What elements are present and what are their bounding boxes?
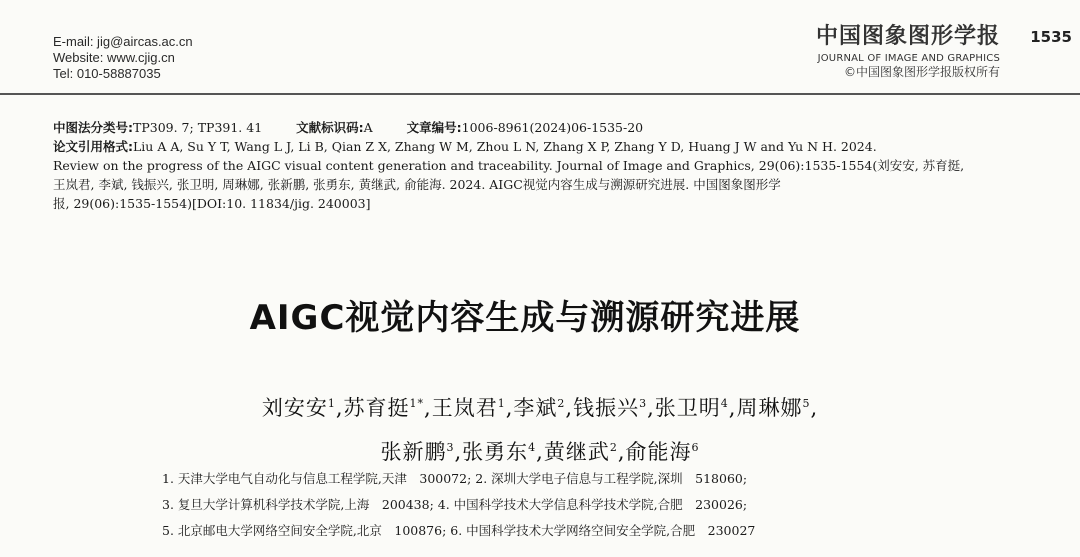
article-meta bbox=[53, 118, 1053, 213]
author-affil-sup: 2 bbox=[557, 397, 566, 410]
paper-title: AIGC视觉内容生成与溯源研究进展 bbox=[249, 298, 801, 338]
author-name: 周琳娜 bbox=[736, 396, 803, 420]
citation-line-3: 王岚君, 李斌, 钱振兴, 张卫明, 周琳娜, 张新鹏, 张勇东, 黄继武, 俞能海. 2024. AIGC视觉内容生成与溯源研究进展. 中国图象图形学 bbox=[53, 177, 781, 192]
journal-name-en: JOURNAL OF IMAGE AND GRAPHICS bbox=[817, 53, 1000, 64]
author-line-2: 张新鹏$^3$,张勇东$^4$,黄继武$^2$,俞能海$^6$ bbox=[380, 440, 700, 464]
contact-block bbox=[53, 34, 193, 82]
author-affil-sup: 3 bbox=[639, 397, 648, 410]
author-name: 黄继武 bbox=[543, 440, 610, 464]
article-no-label: 文章编号: bbox=[406, 120, 462, 135]
classification-row bbox=[53, 118, 1053, 137]
author-affil-sup: 1 bbox=[327, 397, 336, 410]
clc-label: 中图法分类号: bbox=[53, 120, 133, 135]
author-affil-sup: 5 bbox=[802, 397, 811, 410]
affiliation-list bbox=[162, 466, 755, 544]
author-name: 王岚君 bbox=[431, 396, 498, 420]
doc-code-value: A bbox=[363, 120, 373, 135]
author-affil-sup: 4 bbox=[528, 441, 537, 454]
clc-value: TP309. 7; TP391. 41 bbox=[133, 120, 263, 135]
author-affil-sup: 2 bbox=[609, 441, 618, 454]
author-affil-sup: 4 bbox=[720, 397, 729, 410]
journal-copyright: ©中国图象图形学报版权所有 bbox=[843, 65, 1000, 79]
tel-text: Tel: 010-58887035 bbox=[53, 66, 161, 81]
affiliation-line-2: 3. 复旦大学计算机科学技术学院,上海 200438; 4. 中国科学技术大学信息科学技术学院,合肥 230026; bbox=[162, 497, 748, 512]
author-name: 张勇东 bbox=[462, 440, 529, 464]
affiliation-line-1: 1. 天津大学电气自动化与信息工程学院,天津 300072; 2. 深圳大学电子信息与工程学院,深圳 518060; bbox=[162, 471, 748, 486]
author-affil-sup: 6 bbox=[691, 441, 700, 454]
citation-line-4: 报, 29(06):1535-1554)[DOI:10. 11834/jig. 240003] bbox=[53, 196, 371, 211]
author-affil-sup: 1* bbox=[409, 397, 425, 410]
article-no-value: 1006-8961(2024)06-1535-20 bbox=[461, 120, 644, 135]
doc-code-label: 文献标识码: bbox=[296, 120, 364, 135]
citation-line-1 bbox=[53, 137, 1053, 156]
journal-name-cn: 中国图象图形学报 bbox=[815, 24, 1000, 49]
email-text: E-mail: jig@aircas.ac.cn bbox=[53, 34, 193, 49]
citation-text-1: Liu A A, Su Y T, Wang L J, Li B, Qian Z X, Zhang W M, Zhou L N, Zhang X P, Zhang Y D, Huang J W and Yu N H. 2024. bbox=[133, 139, 877, 154]
author-name: 张新鹏 bbox=[380, 440, 447, 464]
author-name: 张卫明 bbox=[654, 396, 721, 420]
author-name: 钱振兴 bbox=[573, 396, 640, 420]
author-affil-sup: 3 bbox=[446, 441, 455, 454]
citation-label: 论文引用格式: bbox=[53, 139, 133, 154]
author-name: 苏育挺 bbox=[343, 396, 410, 420]
author-line-1: 刘安安$^1$,苏育挺$^{1*}$,王岚君$^1$,李斌$^2$,钱振兴$^3$,张卫明$^4$,周琳娜$^5$, bbox=[261, 396, 819, 420]
affiliation-line-3: 5. 北京邮电大学网络空间安全学院,北京 100876; 6. 中国科学技术大学网络空间安全学院,合肥 230027 bbox=[162, 523, 756, 538]
author-name: 李斌 bbox=[513, 396, 558, 420]
author-list bbox=[0, 384, 1080, 472]
header-divider bbox=[0, 93, 1080, 95]
website-text: Website: www.cjig.cn bbox=[53, 50, 175, 65]
author-name: 刘安安 bbox=[261, 396, 328, 420]
author-affil-sup: 1 bbox=[497, 397, 506, 410]
page-number: 1535 bbox=[1030, 28, 1072, 46]
journal-masthead bbox=[816, 22, 1000, 80]
citation-line-2: Review on the progress of the AIGC visual content generation and traceability. Journal of Image and Graphics, 29(06):1535-1554(刘安安, 苏育挺, bbox=[53, 158, 965, 173]
author-name: 俞能海 bbox=[625, 440, 692, 464]
